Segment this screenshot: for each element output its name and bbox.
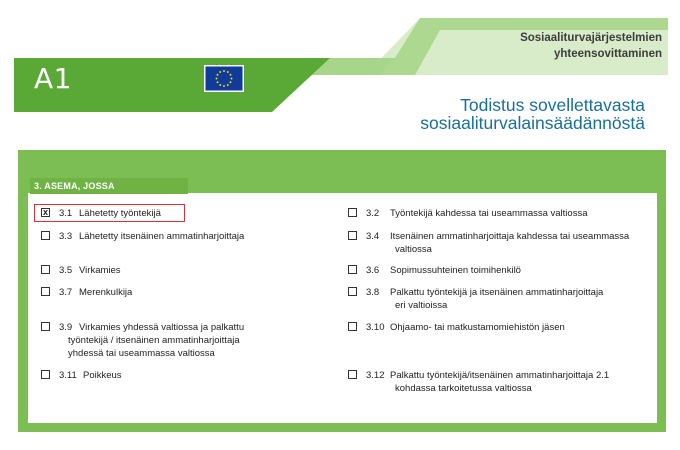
option-label: Merenkulkija — [79, 287, 133, 298]
option-number: 3.7 — [59, 287, 73, 298]
document-title-line-1: Todistus sovellettavasta — [460, 95, 645, 115]
option-3-12[interactable] — [348, 369, 658, 397]
document-title-line-2: sosiaaliturvalainsäädännöstä — [420, 113, 645, 133]
option-label-line-1: Palkattu työntekijä ja itsenäinen ammatinharjoittaja — [390, 287, 604, 298]
checkbox-3-11[interactable] — [41, 370, 50, 379]
checkbox-3-9[interactable] — [41, 322, 50, 331]
option-number: 3.1 — [59, 208, 73, 219]
option-number: 3.8 — [366, 287, 380, 298]
eu-star — [219, 71, 221, 73]
option-number: 3.12 — [366, 370, 385, 381]
option-3-2[interactable] — [348, 207, 648, 221]
option-number: 3.5 — [59, 265, 73, 276]
checkbox-3-2[interactable] — [348, 208, 357, 217]
eu-flag-icon — [204, 65, 244, 92]
checkbox-3-4[interactable] — [348, 231, 357, 240]
option-label-line-2: työntekijä / itsenäinen ammatinharjoittaja — [68, 335, 240, 346]
option-3-8[interactable] — [348, 286, 658, 314]
checkbox-3-7[interactable] — [41, 287, 50, 296]
option-number: 3.3 — [59, 231, 73, 242]
eu-star — [216, 78, 218, 80]
option-label: Sopimussuhteinen toimihenkilö — [390, 265, 521, 276]
option-number: 3.6 — [366, 265, 380, 276]
option-3-10[interactable] — [348, 321, 648, 335]
checkbox-3-10[interactable] — [348, 322, 357, 331]
eu-star — [219, 84, 221, 86]
checkbox-3-8[interactable] — [348, 287, 357, 296]
option-3-9[interactable] — [41, 321, 301, 361]
option-3-11[interactable] — [41, 369, 161, 383]
checkbox-3-3[interactable] — [41, 231, 50, 240]
option-3-1[interactable] — [41, 207, 201, 221]
option-3-7[interactable] — [41, 286, 161, 300]
option-label: Lähetetty itsenäinen ammatinharjoittaja — [79, 231, 245, 242]
eu-star — [217, 74, 219, 76]
organization-title — [470, 30, 662, 62]
option-label-line-1: Palkattu työntekijä/itsenäinen ammatinharjoittaja 2.1 — [390, 370, 610, 381]
option-label-line-2: valtiossa — [395, 244, 432, 255]
eu-star — [230, 81, 232, 83]
option-label-line-2: kohdassa tarkoitetussa valtiossa — [395, 383, 532, 394]
option-number: 3.4 — [366, 231, 380, 242]
eu-star — [217, 81, 219, 83]
checkbox-3-12[interactable] — [348, 370, 357, 379]
option-label: Työntekijä kahdessa tai useammassa valtiossa — [390, 208, 588, 219]
option-3-6[interactable] — [348, 264, 598, 278]
eu-star — [227, 84, 229, 86]
eu-star — [223, 70, 225, 72]
checkbox-3-6[interactable] — [348, 265, 357, 274]
organization-line-2: yhteensovittaminen — [554, 48, 662, 60]
eu-star — [230, 74, 232, 76]
option-number: 3.10 — [366, 322, 385, 333]
option-label-line-2: eri valtioissa — [395, 300, 448, 311]
option-3-3[interactable] — [41, 230, 291, 244]
option-number: 3.9 — [59, 322, 73, 333]
option-number: 3.2 — [366, 208, 380, 219]
organization-line-1: Sosiaaliturvajärjestelmien — [520, 32, 662, 44]
option-label-line-1: Itsenäinen ammatinharjoittaja kahdessa tai useammassa — [390, 231, 630, 242]
checkbox-3-1[interactable]: x — [42, 207, 48, 217]
section-heading: 3. ASEMA, JOSSA TYÖSKENTELET — [30, 178, 188, 194]
document-title — [370, 96, 645, 132]
option-label: Lähetetty työntekijä — [79, 208, 161, 219]
option-3-5[interactable] — [41, 264, 161, 278]
option-label: Ohjaamo- tai matkustamomiehistön jäsen — [390, 322, 565, 333]
form-code: A1 — [34, 62, 72, 95]
option-3-4[interactable] — [348, 230, 658, 258]
eu-star — [223, 85, 225, 87]
option-label: Poikkeus — [83, 370, 122, 381]
checkbox-3-5[interactable] — [41, 265, 50, 274]
option-label-line-3: yhdessä tai useammassa valtiossa — [68, 348, 215, 359]
option-number: 3.11 — [59, 370, 77, 381]
option-label-line-1: Virkamies yhdessä valtiossa ja palkattu — [79, 322, 245, 333]
option-label: Virkamies — [79, 265, 121, 276]
eu-star — [227, 71, 229, 73]
eu-star — [231, 78, 233, 80]
